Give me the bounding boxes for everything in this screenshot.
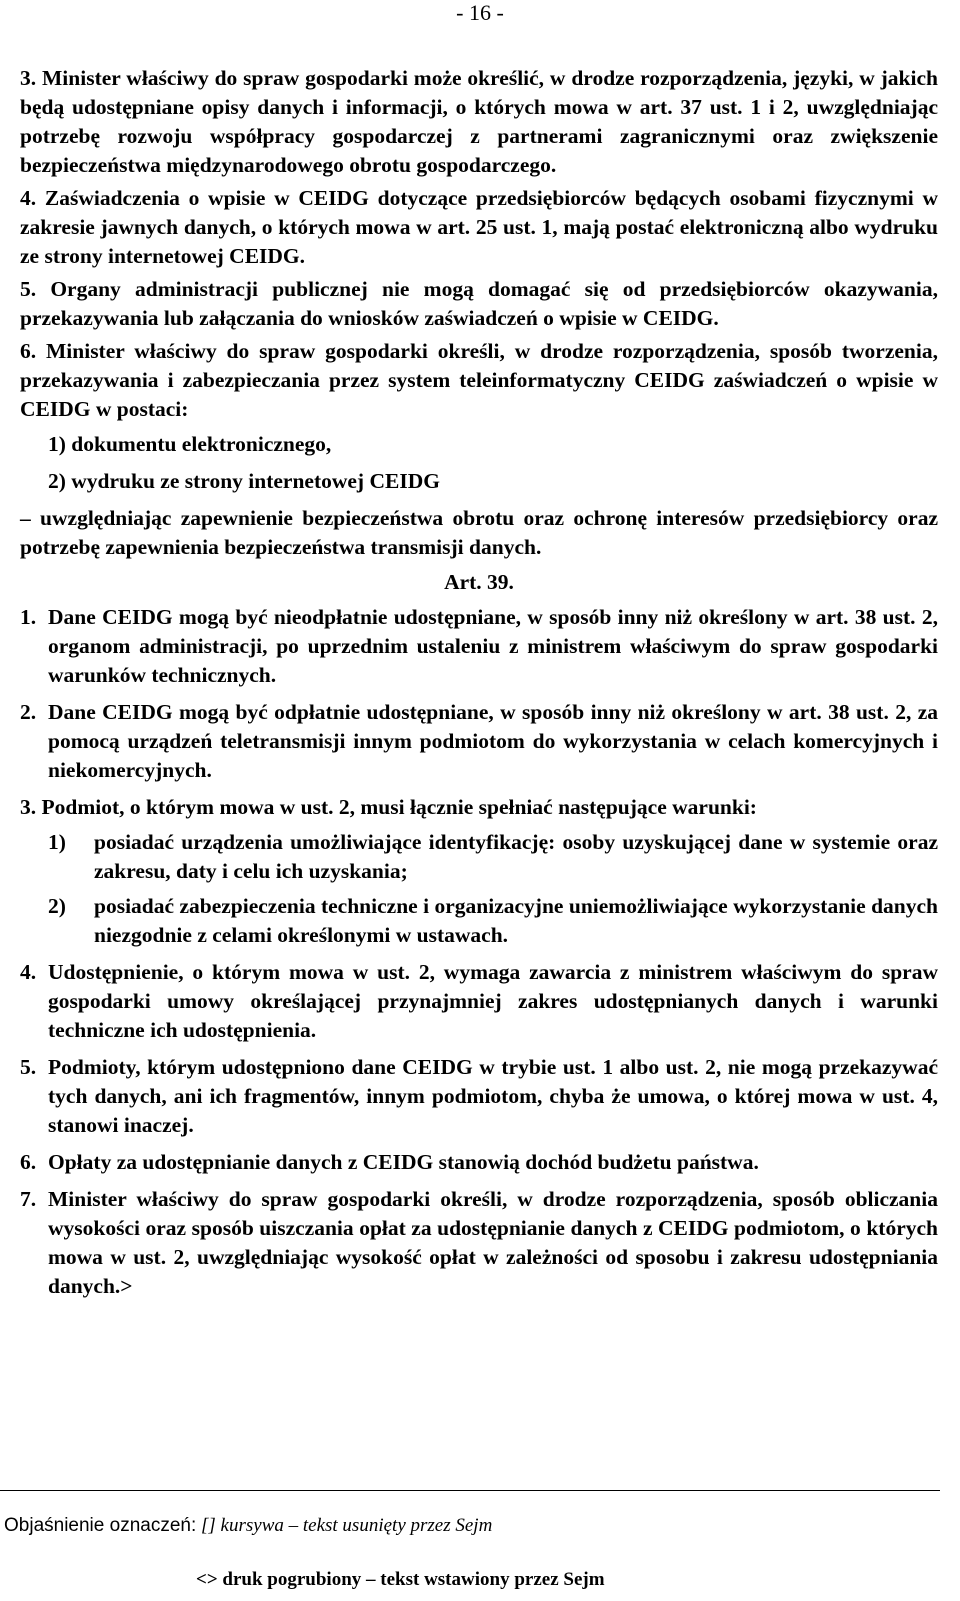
art39-paragraph-6 — [20, 1148, 938, 1177]
list-item-text: posiadać zabezpieczenia techniczne i organizacyjne uniemożliwiające wykorzystanie danych niezgodnie z celami określonymi w ustawach. — [94, 894, 938, 947]
art38-paragraph-6-closing: – uwzględniając zapewnienie bezpieczeństwa obrotu oraz ochronę interesów przedsiębiorcy oraz potrzebę zapewnienia bezpieczeństwa transmisji danych. — [20, 506, 938, 559]
list-item-number: 1) — [48, 830, 66, 854]
art38-paragraph-5: 5. Organy administracji publicznej nie mogą domagać się od przedsiębiorców okazywania, przekazywania lub załączania do wniosków zaświadczeń o wpisie w CEIDG. — [20, 277, 938, 330]
paragraph-text: Podmioty, którym udostępniono dane CEIDG w trybie ust. 1 albo ust. 2, nie mogą przekazywać tych danych, ani ich fragmentów, innym podmiotom, chyba że umowa, o której mowa w ust. 4, stanowi inaczej. — [48, 1055, 938, 1137]
footer-legend-bold-note: <> druk pogrubiony – tekst wstawiony przez Sejm — [196, 1569, 605, 1590]
footer-divider — [0, 1490, 940, 1491]
paragraph-number: 2. — [20, 700, 37, 724]
art39-paragraph-3-list — [48, 828, 938, 950]
art38-paragraph-3: 3. Minister właściwy do spraw gospodarki może określić, w drodze rozporządzenia, języki, w jakich będą udostępniane opisy danych i informacji, o których mowa w art. 37 ust. 1 i 2, uwzględniając potrzebę rozwoju współpracy gospodarczej z partnerami zagranicznymi oraz zwiększenie bezpieczeństwa międzynarodowego obrotu gospodarczego. — [20, 66, 938, 177]
legend-italic-note: [] kursywa – tekst usunięty przez Sejm — [201, 1515, 493, 1536]
article-heading: Art. 39. — [444, 570, 514, 594]
art39-paragraph-1 — [20, 603, 938, 690]
art38-paragraph-6: 6. Minister właściwy do spraw gospodarki określi, w drodze rozporządzenia, sposób tworzenia, przekazywania i zabezpieczania przez system teleinformatyczny CEIDG zaświadczeń o wpisie w CEIDG w postaci: — [20, 339, 938, 421]
list-item — [48, 828, 938, 886]
paragraph-text: Udostępnienie, o którym mowa w ust. 2, wymaga zawarcia z ministrem właściwym do spraw gospodarki umowy określającej przynajmniej zakres udostępnianych danych i warunki techniczne ich udostępnienia. — [48, 960, 938, 1042]
list-item-text: posiadać urządzenia umożliwiające identyfikację: osoby uzyskującej dane w systemie oraz zakresu, daty i celu ich uzyskania; — [94, 830, 938, 883]
list-item-number: 2) — [48, 894, 66, 918]
document-body — [20, 64, 938, 1309]
paragraph-number: 4. — [20, 960, 37, 984]
art39-paragraph-3: 3. Podmiot, o którym mowa w ust. 2, musi łącznie spełniać następujące warunki: — [20, 795, 757, 819]
page-number: - 16 - — [456, 0, 504, 25]
footer-legend-line-1 — [4, 1514, 492, 1538]
art39-paragraph-5 — [20, 1053, 938, 1140]
list-item: 1) dokumentu elektronicznego, — [48, 432, 332, 456]
paragraph-number: 1. — [20, 605, 37, 629]
paragraph-number: 5. — [20, 1055, 37, 1079]
art39-paragraph-7 — [20, 1185, 938, 1301]
paragraph-text: Opłaty za udostępnianie danych z CEIDG stanowią dochód budżetu państwa. — [48, 1150, 759, 1174]
art38-paragraph-4: 4. Zaświadczenia o wpisie w CEIDG dotyczące przedsiębiorców będących osobami fizycznymi w zakresie jawnych danych, o których mowa w art. 25 ust. 1, mają postać elektroniczną albo wydruku ze strony internetowej CEIDG. — [20, 186, 938, 268]
paragraph-text: Dane CEIDG mogą być nieodpłatnie udostępniane, w sposób inny niż określony w art. 38 ust. 2, organom administracji, po uprzednim ustaleniu z ministrem właściwym do spraw gospodarki warunków technicznych. — [48, 605, 938, 687]
paragraph-text: Minister właściwy do spraw gospodarki określi, w drodze rozporządzenia, sposób obliczania wysokości oraz sposób uiszczania opłat za udostępnianie danych z CEIDG podmiotom, o których mowa w ust. 2, uwzględniając wysokość opłat w zależności od sposobu i zakresu udostępniania danych.> — [48, 1187, 938, 1298]
paragraph-number: 6. — [20, 1150, 37, 1174]
legend-label: Objaśnienie oznaczeń: — [4, 1515, 197, 1536]
paragraph-text: Dane CEIDG mogą być odpłatnie udostępniane, w sposób inny niż określony w art. 38 ust. 2, za pomocą urządzeń teletransmisji innym podmiotom do wykorzystania w celach komercyjnych i niekomercyjnych. — [48, 700, 938, 782]
art39-paragraph-4 — [20, 958, 938, 1045]
list-item: 2) wydruku ze strony internetowej CEIDG — [48, 469, 440, 493]
art39-paragraph-2 — [20, 698, 938, 785]
list-item — [48, 892, 938, 950]
paragraph-number: 7. — [20, 1187, 37, 1211]
art38-paragraph-6-list — [48, 430, 938, 496]
